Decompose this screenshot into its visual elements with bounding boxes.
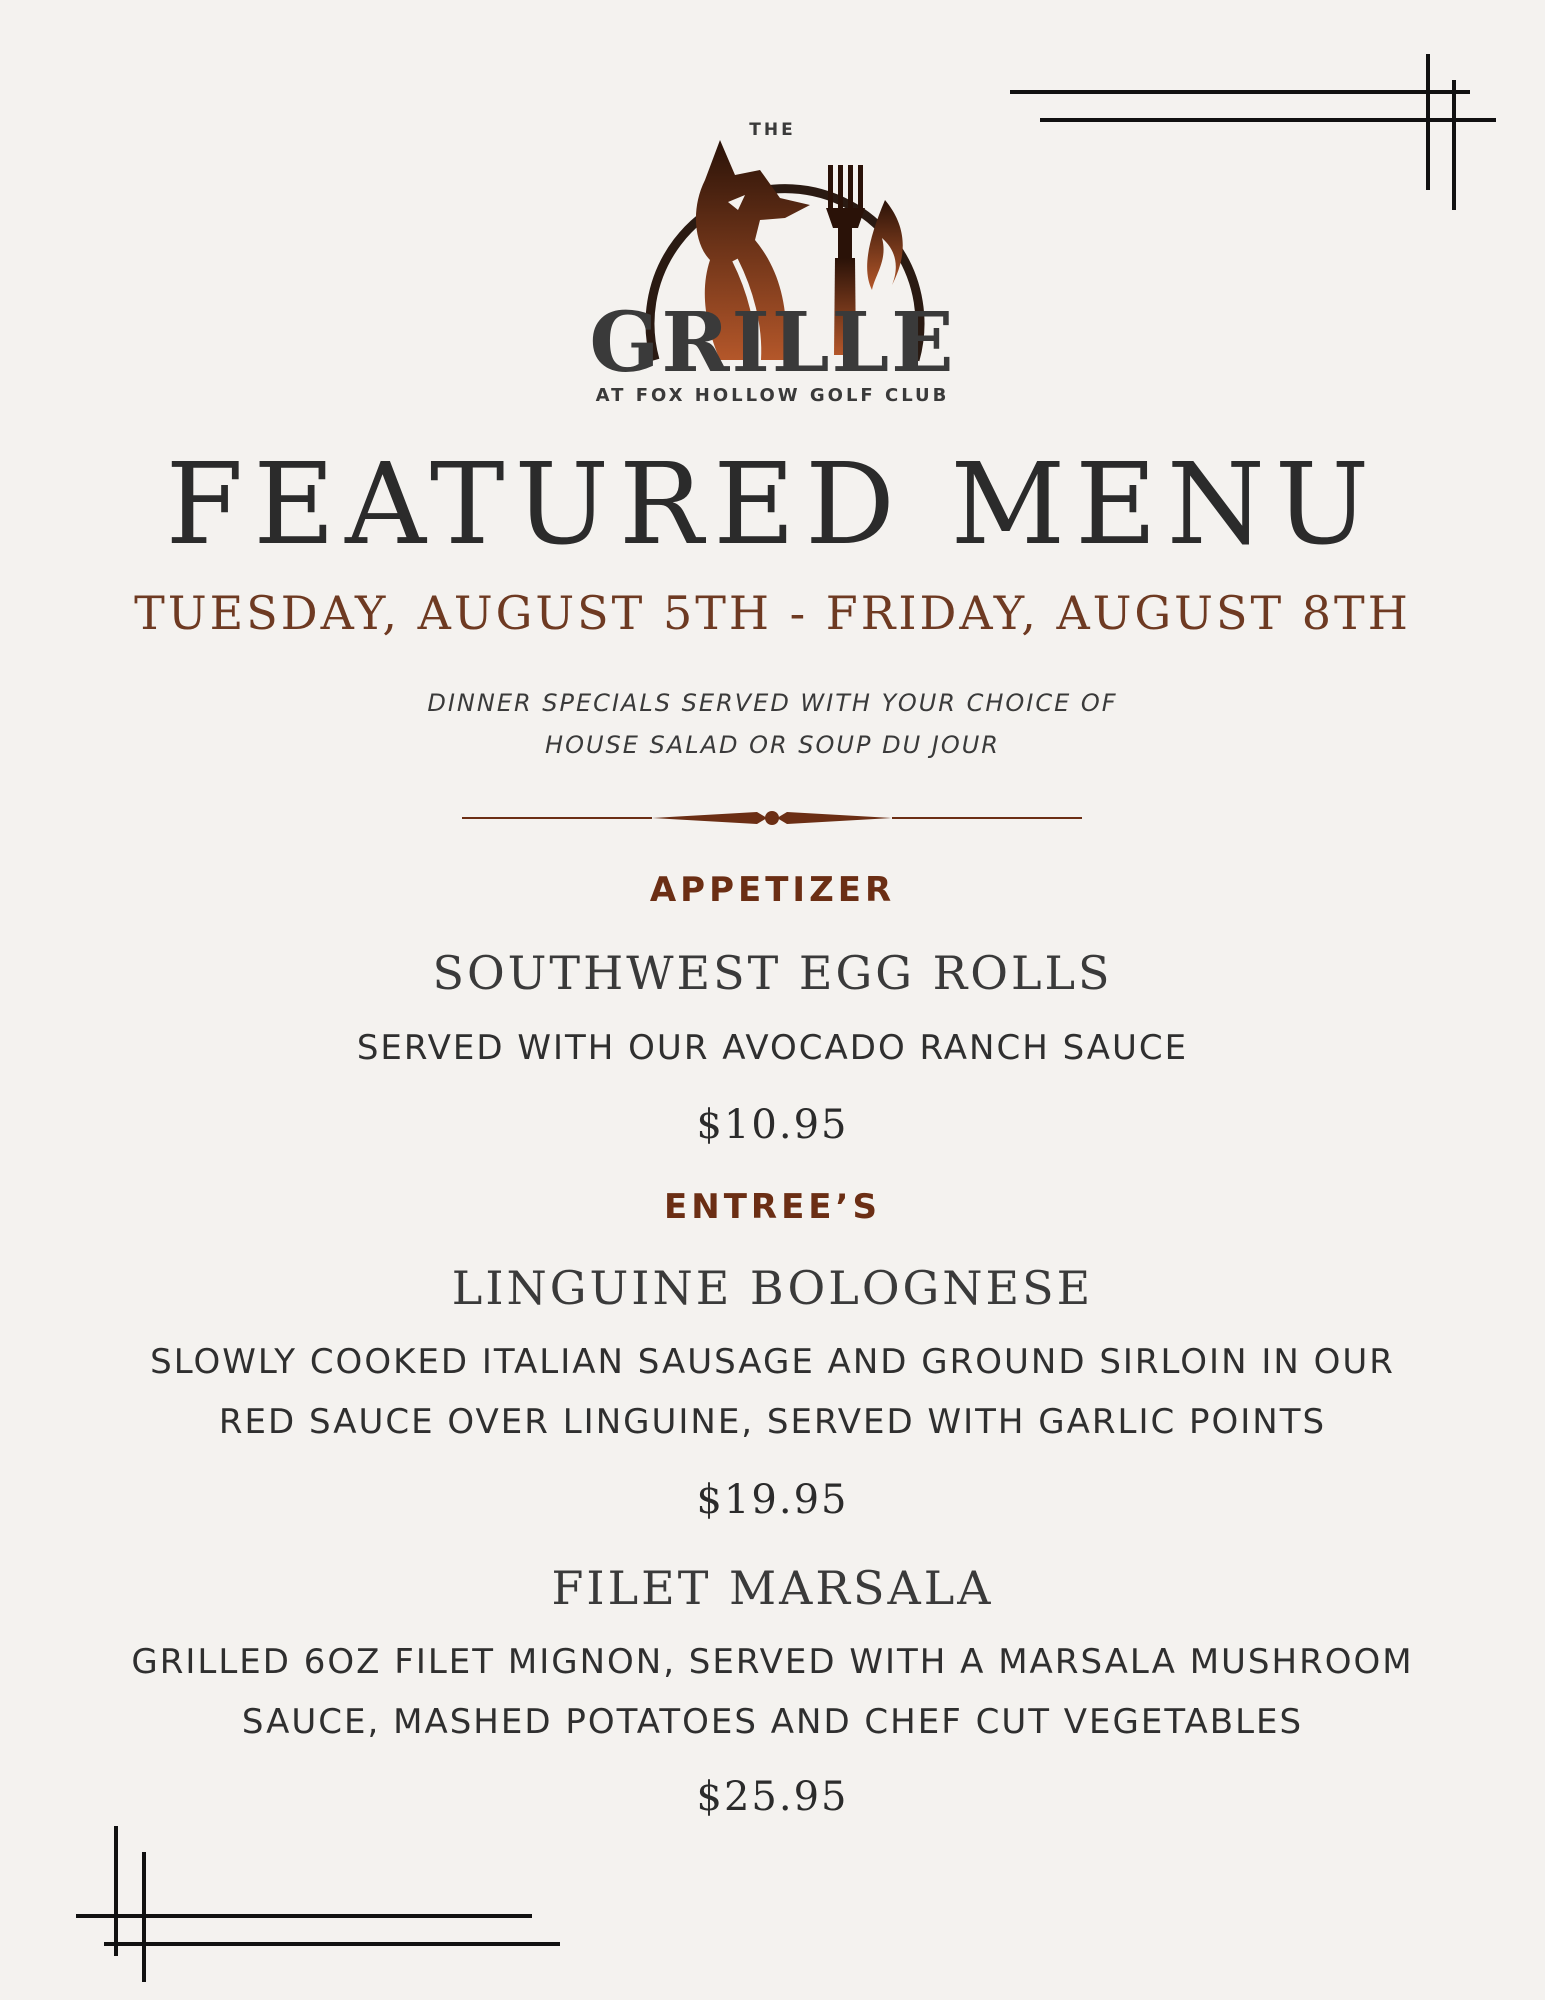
dish-price: $10.95 bbox=[696, 1102, 849, 1148]
ornamental-divider bbox=[462, 800, 1082, 836]
note-line-1: DINNER SPECIALS SERVED WITH YOUR CHOICE OF bbox=[427, 689, 1118, 717]
note-line-2: HOUSE SALAD OR SOUP DU JOUR bbox=[545, 731, 1000, 759]
date-range: TUESDAY, AUGUST 5TH - FRIDAY, AUGUST 8TH bbox=[134, 586, 1411, 640]
dish-description-line-1: SLOWLY COOKED ITALIAN SAUSAGE AND GROUND SIRLOIN IN OUR bbox=[150, 1342, 1395, 1382]
dish-name: FILET MARSALA bbox=[551, 1561, 994, 1615]
logo-the-text: THE bbox=[749, 120, 796, 140]
dish-price: $25.95 bbox=[696, 1774, 849, 1820]
section-heading-appetizer: APPETIZER bbox=[649, 870, 896, 910]
section-heading-entrees: ENTREE’S bbox=[664, 1187, 881, 1227]
dish-name: SOUTHWEST EGG ROLLS bbox=[432, 946, 1113, 1000]
page-title: FEATURED MENU bbox=[165, 440, 1380, 570]
dish-description-line-2: RED SAUCE OVER LINGUINE, SERVED WITH GARLIC POINTS bbox=[218, 1402, 1327, 1442]
flame-icon bbox=[867, 200, 903, 290]
logo-subtitle: AT FOX HOLLOW GOLF CLUB bbox=[595, 385, 950, 406]
logo-name: GRILLE bbox=[589, 295, 956, 391]
corner-frame-bottom-left bbox=[70, 1820, 570, 1990]
dish-price: $19.95 bbox=[696, 1477, 849, 1523]
dish-description-line-2: SAUCE, MASHED POTATOES AND CHEF CUT VEGETABLES bbox=[241, 1702, 1304, 1742]
dish-description-line-1: GRILLED 6OZ FILET MIGNON, SERVED WITH A MARSALA MUSHROOM bbox=[131, 1642, 1414, 1682]
dish-name: LINGUINE BOLOGNESE bbox=[451, 1261, 1094, 1315]
dish-description: SERVED WITH OUR AVOCADO RANCH SAUCE bbox=[356, 1028, 1189, 1068]
